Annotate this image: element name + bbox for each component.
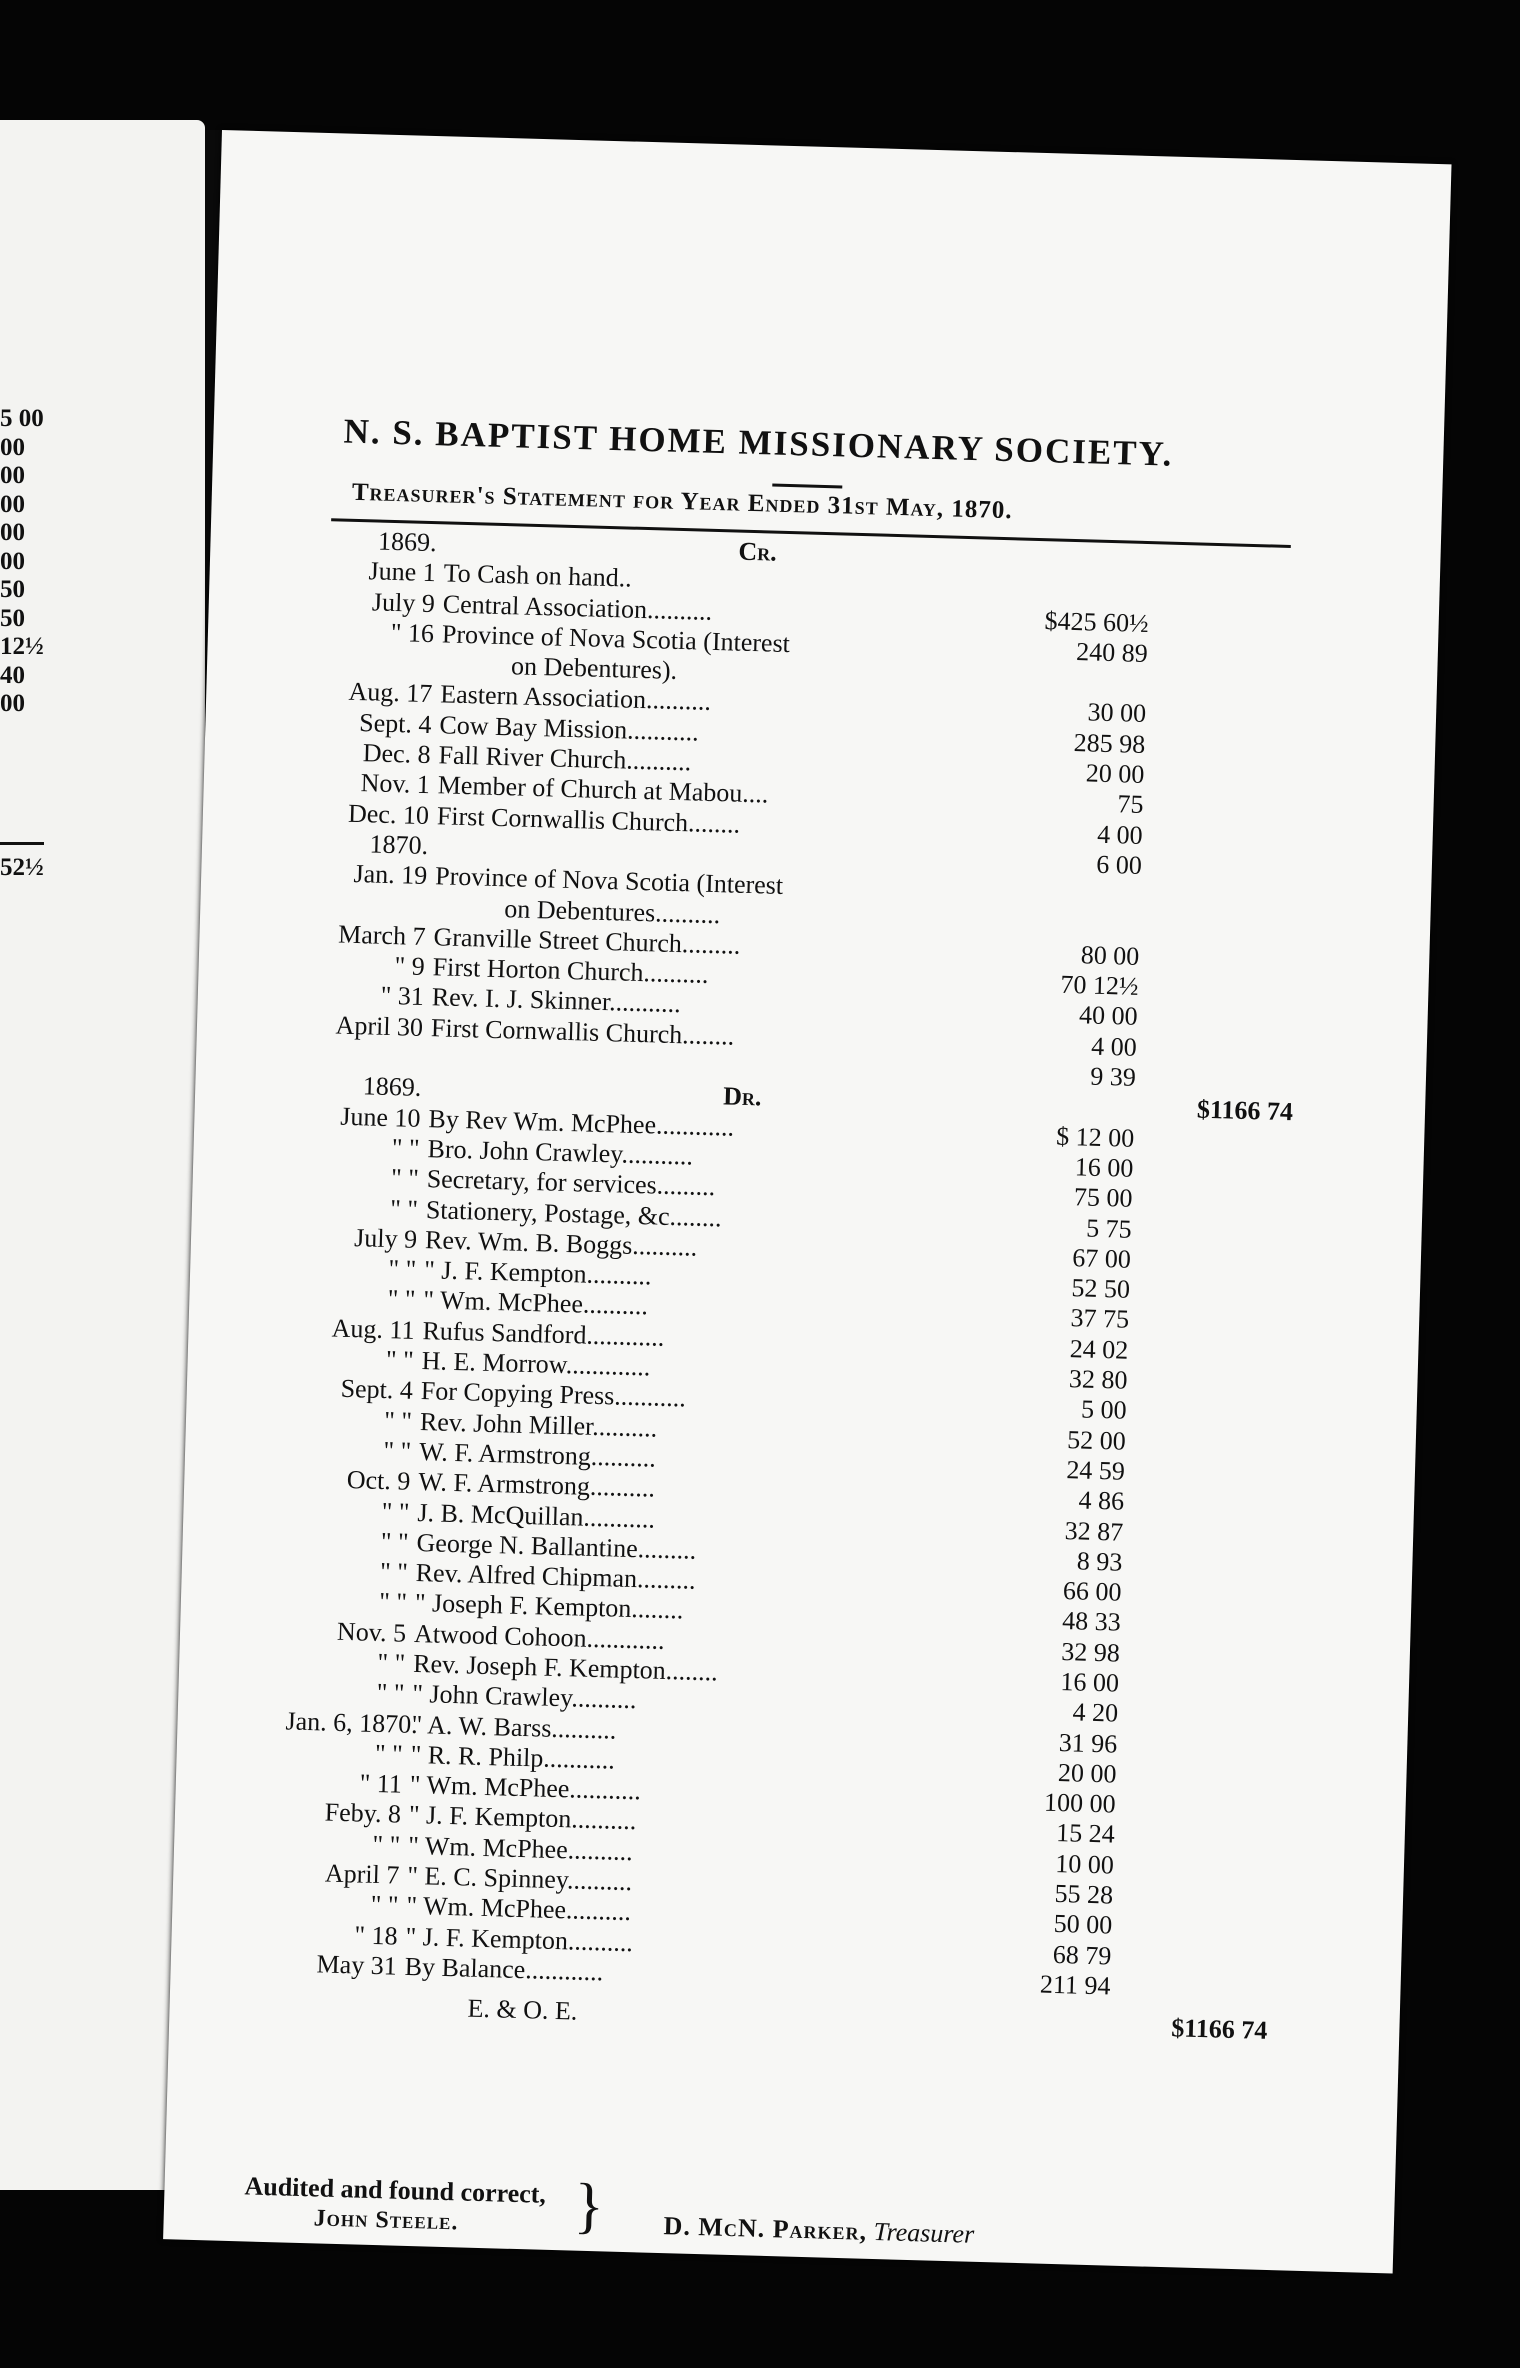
entry-date: June 1 — [368, 556, 437, 588]
entry-description: Province of Nova Scotia (Interest — [434, 861, 784, 901]
previous-page-total: 52½ — [0, 854, 44, 881]
entry-date: Nov. 5 — [336, 1616, 407, 1648]
treasurer-role: Treasurer — [873, 2217, 975, 2249]
entry-description: Atwood Cohoon............ — [413, 1618, 666, 1655]
entry-date: March 7 — [337, 919, 426, 951]
entry-amount: 16 00 — [1060, 1667, 1120, 1698]
entry-date: Sept. 4 — [358, 707, 432, 739]
previous-page-amount: 00 — [0, 490, 25, 518]
entry-description: First Cornwallis Church........ — [436, 800, 741, 839]
document-page — [163, 130, 1451, 2274]
entry-amount: 40 00 — [1078, 1000, 1138, 1032]
entry-amount: 66 00 — [1062, 1576, 1122, 1607]
entry-date: Aug. 11 — [331, 1313, 415, 1345]
entry-amount: 32 98 — [1060, 1636, 1121, 1668]
entry-description: on Debentures.......... — [503, 893, 721, 929]
entry-date: " 31 — [380, 981, 425, 1012]
entry-date: April 7 — [324, 1858, 400, 1890]
previous-page-amount: 50 — [0, 576, 25, 603]
entry-description: W. F. Armstrong.......... — [417, 1467, 656, 1503]
treasurer-name: D. McN. Parker, — [663, 2211, 868, 2246]
entry-amount: 48 33 — [1061, 1606, 1122, 1638]
entry-description: Rev. Joseph F. Kempton........ — [412, 1648, 719, 1687]
entry-date: " 16 — [390, 617, 435, 649]
entry-amount: 240 89 — [1075, 636, 1149, 668]
debit-year: 1869. — [362, 1071, 422, 1103]
entry-date: " " — [381, 1496, 410, 1527]
entry-description: Member of Church at Mabou.... — [437, 770, 769, 809]
entry-description: By Balance............ — [404, 1951, 604, 1987]
entry-amount: 20 00 — [1057, 1757, 1117, 1789]
entry-description: First Horton Church.......... — [432, 952, 709, 990]
entry-date: " 9 — [394, 951, 426, 982]
entry-amount: 52 50 — [1071, 1273, 1131, 1304]
credit-heading: Cr. — [738, 536, 778, 567]
entry-description: " A. W. Barss.......... — [411, 1709, 617, 1745]
entry-description: " Wm. McPhee.......... — [407, 1830, 634, 1866]
entry-date: Aug. 17 — [348, 677, 433, 709]
debit-heading: Dr. — [722, 1081, 762, 1112]
entry-date: Jan. 6, 1870. — [285, 1705, 419, 1739]
entry-description: Rev. John Miller.......... — [419, 1406, 658, 1443]
entry-description: Rev. I. J. Skinner........... — [431, 982, 682, 1019]
entry-date: Jan. 19 — [353, 859, 428, 891]
entry-amount: 67 00 — [1071, 1243, 1132, 1274]
entry-description: For Copying Press........... — [420, 1376, 687, 1413]
entry-amount: 52 00 — [1066, 1424, 1127, 1456]
entry-date: Sept. 4 — [340, 1374, 414, 1406]
entry-date: 1869. — [377, 526, 437, 558]
previous-page-amount: 00 — [0, 547, 25, 575]
entry-description: " Joseph F. Kempton........ — [414, 1588, 684, 1625]
entry-description: Central Association.......... — [442, 588, 713, 626]
entry-date: " " — [380, 1526, 410, 1557]
ledger-table — [277, 525, 1318, 2047]
previous-page-amount: 40 — [0, 661, 25, 689]
entry-date: Dec. 8 — [362, 738, 432, 770]
credit-total: $1166 74 — [1196, 1094, 1294, 1127]
entry-date: July 9 — [371, 586, 436, 618]
entry-date: " " — [379, 1557, 409, 1587]
previous-page-amount: 5 00 — [0, 405, 44, 432]
entry-description: George N. Ballantine......... — [416, 1527, 697, 1565]
entry-amount: 37 75 — [1070, 1303, 1130, 1335]
entry-description: J. B. McQuillan........... — [417, 1497, 656, 1534]
entry-description: " J. F. Kempton.......... — [408, 1800, 637, 1836]
entry-description: By Rev Wm. McPhee............ — [428, 1103, 735, 1142]
entry-date: " " — [388, 1254, 417, 1284]
entry-date: " " — [389, 1193, 419, 1224]
entry-amount: 15 24 — [1055, 1818, 1116, 1850]
entry-date: July 9 — [353, 1222, 418, 1254]
entry-amount: 8 93 — [1076, 1546, 1123, 1577]
entry-amount: 6 00 — [1095, 849, 1143, 880]
audit-note: Audited and found correct, — [244, 2171, 547, 2209]
entry-description: " J. F. Kempton.......... — [405, 1921, 634, 1957]
entry-description: H. E. Morrow............. — [421, 1346, 651, 1382]
entry-description: " J. F. Kempton.......... — [423, 1255, 652, 1291]
previous-page-amount: 00 — [0, 690, 25, 717]
entry-description: Secretary, for services......... — [426, 1164, 716, 1202]
entry-amount: 30 00 — [1087, 697, 1147, 729]
entry-date: Oct. 9 — [346, 1465, 411, 1496]
statement-footer — [242, 2171, 1244, 2289]
entry-date: " " — [390, 1163, 420, 1194]
entry-date: " " — [370, 1890, 399, 1920]
entry-amount: 4 00 — [1096, 819, 1144, 850]
title-underline — [772, 484, 842, 489]
entry-date: " " — [376, 1678, 405, 1708]
entry-amount: 5 75 — [1085, 1213, 1133, 1244]
entry-date: April 30 — [335, 1010, 424, 1042]
entry-date: " " — [377, 1647, 406, 1678]
entry-description: " John Crawley.......... — [412, 1679, 637, 1715]
entry-amount: 100 00 — [1043, 1787, 1117, 1819]
entry-date: " 18 — [354, 1920, 399, 1951]
entry-date: " " — [372, 1829, 401, 1860]
entry-description: " Wm. McPhee.......... — [406, 1891, 632, 1927]
entry-description: Rufus Sandford............ — [422, 1315, 665, 1352]
entry-amount: 20 00 — [1085, 758, 1145, 790]
entry-amount: 68 79 — [1052, 1939, 1112, 1971]
entry-date: Nov. 1 — [360, 768, 431, 800]
brace-mark: } — [573, 2171, 605, 2241]
entry-description: " Wm. McPhee.......... — [423, 1285, 649, 1321]
treasurer-signature — [663, 2211, 974, 2250]
entry-description: Fall River Church.......... — [438, 740, 692, 777]
entry-amount: 9 39 — [1090, 1061, 1137, 1092]
entry-description: Bro. John Crawley........... — [427, 1134, 694, 1171]
entry-amount — [1039, 545, 1151, 548]
entry-date: Dec. 10 — [347, 798, 430, 830]
entry-date: " " — [385, 1345, 415, 1375]
previous-page-rule — [0, 842, 44, 845]
entry-date: 1870. — [369, 829, 429, 860]
previous-page-amounts — [0, 405, 48, 719]
entry-date: June 10 — [339, 1101, 421, 1133]
entry-description: Rev. Alfred Chipman......... — [415, 1558, 697, 1595]
previous-page-amount: 00 — [0, 462, 25, 489]
entry-date: " " — [374, 1738, 404, 1769]
entry-date: " " — [383, 1435, 412, 1466]
entry-amount: 50 00 — [1053, 1909, 1113, 1940]
entry-amount: 75 00 — [1073, 1182, 1133, 1214]
entry-amount: 24 02 — [1069, 1333, 1129, 1365]
entry-description: " Wm. McPhee........... — [409, 1770, 642, 1806]
previous-page-amount: 00 — [0, 519, 25, 546]
entry-amount: 4 00 — [1090, 1031, 1138, 1062]
entry-amount: $ 12 00 — [1055, 1121, 1135, 1153]
entry-description: Cow Bay Mission........... — [439, 710, 700, 747]
entry-amount: 55 28 — [1054, 1879, 1114, 1910]
entry-amount: 31 96 — [1058, 1727, 1118, 1759]
entry-amount: 32 80 — [1068, 1364, 1128, 1395]
entry-date: Feby. 8 — [324, 1797, 402, 1830]
entry-description: Granville Street Church......... — [433, 922, 741, 960]
entry-amount: 80 00 — [1080, 940, 1140, 971]
entry-description: Province of Nova Scotia (Interest — [441, 619, 791, 658]
eoe-note: E. & O. E. — [467, 1993, 578, 2026]
entry-description: Eastern Association.......... — [439, 679, 712, 717]
entry-description: First Cornwallis Church........ — [430, 1012, 735, 1051]
entry-date: " 11 — [359, 1768, 403, 1799]
entry-description: To Cash on hand.. — [443, 558, 633, 593]
entry-amount: 70 12½ — [1060, 969, 1139, 1002]
entry-description: " R. R. Philp........... — [410, 1739, 616, 1775]
entry-amount: 285 98 — [1073, 727, 1146, 759]
entry-date: " " — [383, 1405, 413, 1436]
entry-amount: 16 00 — [1074, 1152, 1134, 1183]
entry-amount: $425 60½ — [1044, 605, 1149, 638]
statement-subtitle: Treasurer's Statement for Year Ended 31st May, 1870. — [351, 478, 1013, 525]
entry-date: " " — [378, 1587, 408, 1618]
entry-description: " E. C. Spinney.......... — [406, 1860, 633, 1897]
previous-page-amount: 50 — [0, 604, 25, 632]
entry-date: " " — [391, 1133, 421, 1163]
entry-amount: 4 86 — [1078, 1485, 1125, 1516]
debit-total: $1166 74 — [1170, 2013, 1268, 2046]
entry-date: " " — [387, 1284, 416, 1315]
entry-amount: 10 00 — [1055, 1848, 1115, 1880]
entry-amount: 211 94 — [1039, 1969, 1111, 2001]
entry-amount: 32 87 — [1064, 1515, 1124, 1547]
page-title: N. S. BAPTIST HOME MISSIONARY SOCIETY. — [343, 411, 1174, 474]
entry-date: May 31 — [316, 1949, 398, 1981]
auditor-name: John Steele. — [313, 2205, 459, 2236]
entry-description: Rev. Wm. B. Boggs.......... — [424, 1224, 698, 1262]
entry-description: on Debentures). — [510, 651, 678, 686]
entry-amount: 5 00 — [1080, 1394, 1128, 1426]
previous-page-amount: 12½ — [0, 633, 44, 660]
entry-amount: 24 59 — [1066, 1455, 1126, 1486]
entry-description: W. F. Armstrong.......... — [418, 1436, 657, 1473]
previous-page-amount: 00 — [0, 433, 25, 461]
entry-amount: 4 20 — [1072, 1697, 1119, 1728]
entry-amount: 75 — [1117, 789, 1144, 820]
entry-description: Stationery, Postage, &c........ — [425, 1194, 723, 1232]
